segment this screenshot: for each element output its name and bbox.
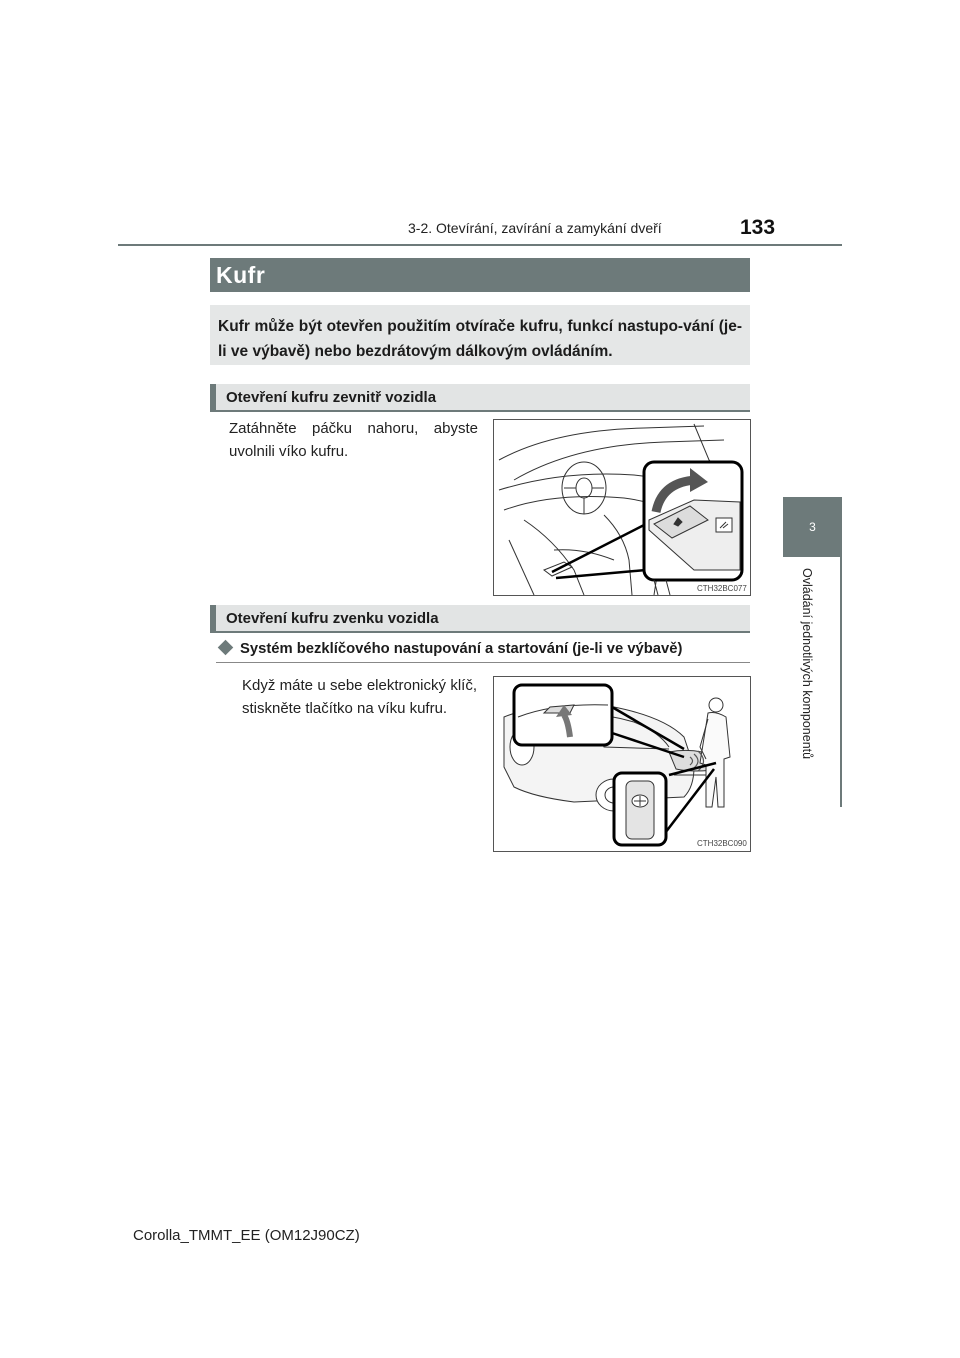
- chapter-tab: 3: [783, 497, 842, 557]
- section-accent: [210, 605, 216, 631]
- figure-interior-lever: [493, 419, 751, 596]
- figure-code-outside: CTH32BC090: [697, 839, 747, 848]
- section-heading-inside-text: Otevření kufru zevnitř vozidla: [226, 389, 437, 406]
- title-bar: [210, 258, 750, 292]
- instruction-outside: Když máte u sebe elektronický klíč, stiskněte tlačítko na víku kufru.: [242, 677, 477, 717]
- subheading-rule: [216, 662, 750, 663]
- footer-model-code: Corolla_TMMT_EE (OM12J90CZ): [133, 1227, 360, 1244]
- chapter-tab-bar: [840, 497, 842, 807]
- page-title: Kufr: [216, 262, 266, 288]
- section-heading-outside-text: Otevření kufru zvenku vozidla: [226, 610, 439, 627]
- section-heading-inside: [210, 384, 750, 412]
- page-number: 133: [740, 216, 776, 239]
- figure-trunk-button: [493, 676, 751, 852]
- header-rule: [118, 244, 842, 246]
- diamond-bullet-icon: [218, 640, 234, 656]
- subheading-keyless-text: Systém bezklíčového nastupování a startování (je-li ve výbavě): [240, 641, 683, 657]
- trunk-illustration: [494, 677, 750, 851]
- running-header-section: 3-2. Otevírání, zavírání a zamykání dveří: [408, 220, 662, 236]
- chapter-tab-title: Ovládání jednotlivých komponentů: [800, 568, 814, 760]
- interior-illustration: [494, 420, 750, 595]
- subheading-keyless: [216, 641, 682, 657]
- section-heading-outside: [210, 605, 750, 633]
- instruction-inside: Zatáhněte páčku nahoru, abyste uvolnili víko kufru.: [229, 420, 478, 460]
- figure-code-inside: CTH32BC077: [697, 584, 747, 593]
- intro-box: Kufr může být otevřen použitím otvírače kufru, funkcí nastupo-vání (je-li ve výbavě) nebo bezdrátovým dálkovým ovládáním.: [210, 305, 750, 365]
- section-accent: [210, 384, 216, 410]
